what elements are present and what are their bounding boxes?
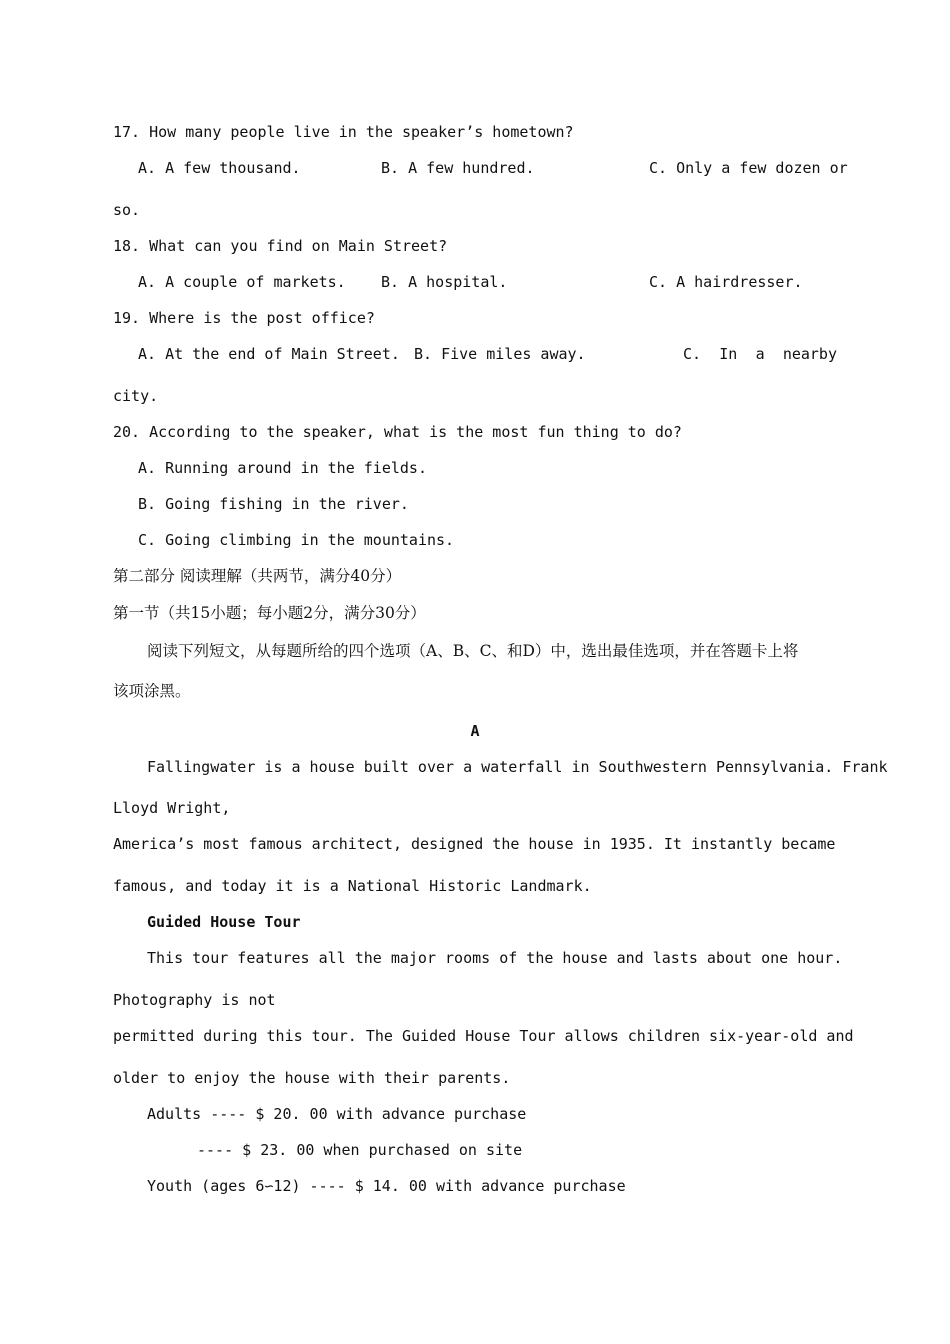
passage-label: A (470, 722, 480, 740)
question-17-stem: 17. How many people live in the speaker’s hometown? (113, 123, 574, 141)
passage-paragraph-1-line-4: famous, and today it is a National Historic Landmark. (113, 877, 592, 895)
tour-title: Guided House Tour (147, 913, 301, 931)
question-20-option-c: C. Going climbing in the mountains. (138, 531, 455, 549)
passage-paragraph-1-line-1: Fallingwater is a house built over a waterfall in Southwestern Pennsylvania. Frank (147, 758, 888, 776)
question-19-option-c-word: In (719, 345, 738, 363)
question-20-option-a: A. Running around in the fields. (138, 459, 427, 477)
question-17-option-c: C. Only a few dozen or (649, 159, 848, 177)
question-20-option-b: B. Going fishing in the river. (138, 495, 409, 513)
question-17-option-c-continued: so. (113, 201, 141, 219)
passage-paragraph-2-line-1: This tour features all the major rooms of the house and lasts about one hour. (147, 949, 843, 967)
question-17-option-b: B. A few hundred. (381, 159, 535, 177)
price-adults-advance: Adults ---- $ 20. 00 with advance purchase (147, 1105, 527, 1123)
price-youth-advance: Youth (ages 6∽12) ---- $ 14. 00 with advance purchase (147, 1177, 626, 1195)
question-19-option-c-word: C. (683, 345, 702, 363)
question-18-stem: 18. What can you find on Main Street? (113, 237, 448, 255)
part2-heading: 第二部分 阅读理解（共两节，满分40分） (113, 567, 402, 585)
question-19-option-c (683, 344, 837, 364)
question-19-option-c-word: nearby (782, 345, 837, 363)
question-19-option-a: A. At the end of Main Street. (138, 345, 400, 363)
price-adults-onsite: ---- $ 23. 00 when purchased on site (197, 1141, 523, 1159)
instructions-line-2: 该项涂黑。 (113, 682, 191, 700)
question-19-option-c-continued: city. (113, 387, 159, 405)
passage-paragraph-1-line-2: Lloyd Wright, (113, 799, 231, 817)
passage-paragraph-2-line-2: Photography is not (113, 991, 276, 1009)
question-19-option-c-word: a (755, 345, 765, 363)
question-18-option-c: C. A hairdresser. (649, 273, 803, 291)
question-17-option-a: A. A few thousand. (138, 159, 301, 177)
passage-paragraph-2-line-4: older to enjoy the house with their parents. (113, 1069, 511, 1087)
question-19-option-b: B. Five miles away. (414, 345, 586, 363)
instructions-line-1: 阅读下列短文，从每题所给的四个选项（A、B、C、和D）中，选出最佳选项，并在答题卡上将 (147, 642, 799, 660)
question-18-option-a: A. A couple of markets. (138, 273, 346, 291)
question-18-option-b: B. A hospital. (381, 273, 508, 291)
question-19-stem: 19. Where is the post office? (113, 309, 375, 327)
passage-paragraph-2-line-3: permitted during this tour. The Guided House Tour allows children six-year-old and (113, 1027, 854, 1045)
section1-heading: 第一节（共15小题；每小题2分，满分30分） (113, 604, 426, 622)
question-20-stem: 20. According to the speaker, what is the most fun thing to do? (113, 423, 682, 441)
passage-paragraph-1-line-3: America’s most famous architect, designed the house in 1935. It instantly became (113, 835, 836, 853)
